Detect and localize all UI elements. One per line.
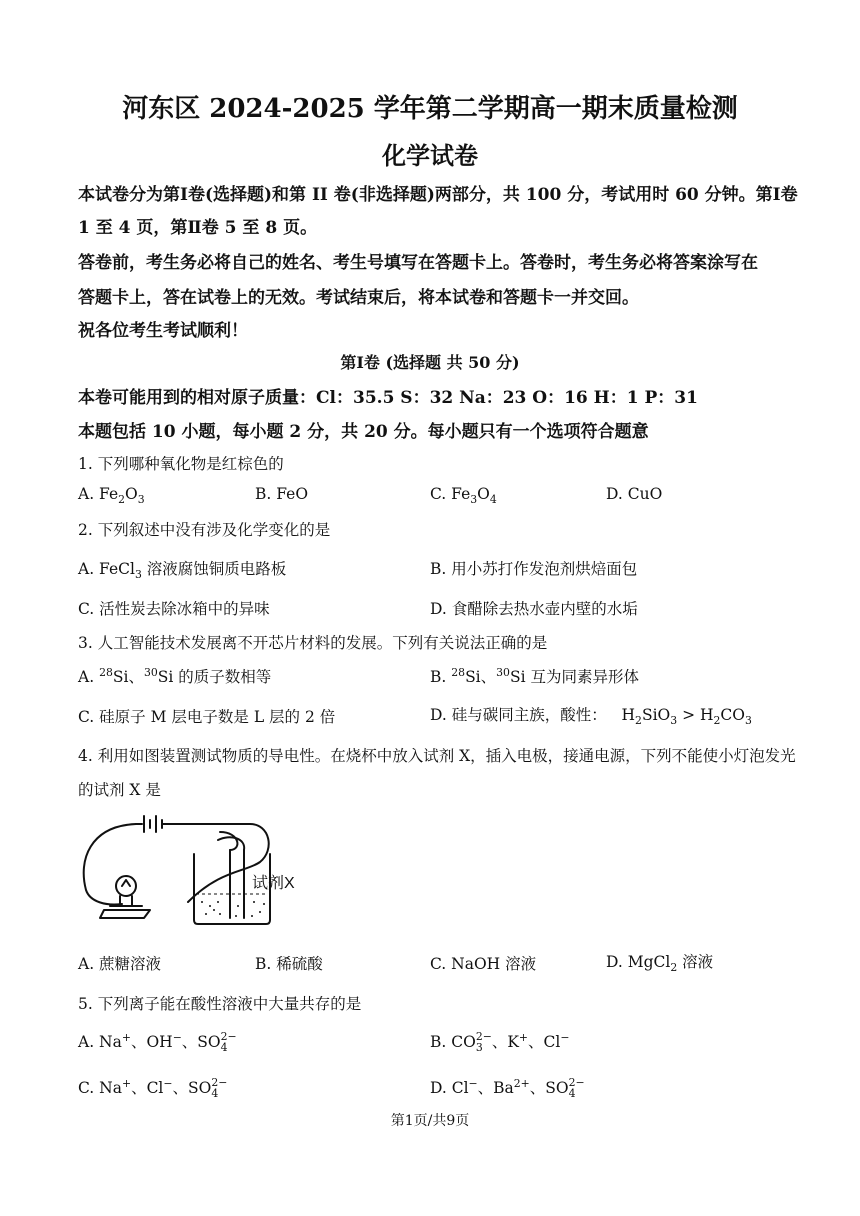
wire-left [84,824,136,904]
bulb-icon [116,876,136,896]
q2-option-b: B. 用小苏打作发泡剂烘焙面包 [430,560,638,578]
q4-option-b: B. 稀硫酸 [255,955,323,973]
q3-stem: 3. 人工智能技术发展离不开芯片材料的发展。下列有关说法正确的是 [78,634,548,652]
q4-option-d: D. MgCl$_2$ 溶液 [606,953,714,975]
q1-option-a: A. $Fe_2O_3$ [78,485,145,507]
bulb-board [100,910,150,918]
q4-stem-line-2: 的试剂 X 是 [78,781,161,799]
q5-option-b: B. CO 2− 3 、K+、Cl− [430,1030,570,1054]
q3-option-a: A. $^{28}$Si、$^{30}$Si 的质子数相等 [78,665,272,686]
q5-option-c: C. Na+、Cl−、SO 2− 4 [78,1076,228,1100]
q2-option-a: A. FeCl$_3$ 溶液腐蚀铜质电路板 [78,560,287,582]
intro-line-4: 答题卡上，答在试卷上的无效。考试结束后，将本试卷和答题卡一并交回。 [78,288,639,308]
intro-line-3: 答卷前，考生务必将自己的姓名、考生号填写在答题卡上。答卷时，考生务必将答案涂写在 [78,253,758,273]
q4-option-c: C. NaOH 溶液 [430,955,537,973]
section-heading: 第Ⅰ卷 (选择题 共 50 分) [340,353,520,372]
q3-option-d: D. 硅与碳同主族，酸性： $H_2SiO_3 > H_2CO_3$ [430,706,752,728]
q3-option-c: C. 硅原子 M 层电子数是 L 层的 2 倍 [78,708,336,726]
section-instructions: 本题包括 10 小题，每小题 2 分，共 20 分。每小题只有一个选项符合题意 [78,422,649,442]
page-number: 第1页/共9页 [390,1113,470,1129]
q1-option-d: D. CuO [606,485,663,503]
q1-stem: 1. 下列哪种氧化物是红棕色的 [78,455,284,473]
q5-stem: 5. 下列离子能在酸性溶液中大量共存的是 [78,995,362,1013]
intro-line-2: 1 至 4 页，第Ⅱ卷 5 至 8 页。 [78,218,318,238]
exam-title: 河东区 2024-2025 学年第二学期高一期末质量检测 [122,94,738,124]
q3-option-b: B. $^{28}$Si、$^{30}$Si 互为同素异形体 [430,665,639,686]
q1-option-c: C. $Fe_3O_4$ [430,485,497,507]
q2-option-c: C. 活性炭去除冰箱中的异味 [78,600,270,618]
q4-option-a: A. 蔗糖溶液 [78,955,162,973]
exam-subtitle: 化学试卷 [382,141,478,170]
q2-option-d: D. 食醋除去热水壶内壁的水垢 [430,600,638,618]
intro-line-1: 本试卷分为第Ⅰ卷(选择题)和第 II 卷(非选择题)两部分，共 100 分，考试用时 60 分钟。第Ⅰ卷 [78,185,798,205]
intro-line-5: 祝各位考生考试顺利！ [78,321,248,341]
q5-option-a: A. Na+、OH−、SO 2− 4 [78,1030,237,1054]
q2-stem: 2. 下列叙述中没有涉及化学变化的是 [78,521,331,539]
q4-stem-line-1: 4. 利用如图装置测试物质的导电性。在烧杯中放入试剂 X，插入电极，接通电源，下列不能使小灯泡发光 [78,747,796,765]
atomic-masses: 本卷可能用到的相对原子质量：Cl：35.5 S：32 Na：23 O：16 H：1 P：31 [78,388,698,408]
q5-option-d: D. Cl−、$Ba^{2+}$、SO 2− 4 [430,1076,585,1100]
figure-label-reagent-x: 试剂X [252,875,295,892]
q1-option-b: B. FeO [255,485,309,503]
